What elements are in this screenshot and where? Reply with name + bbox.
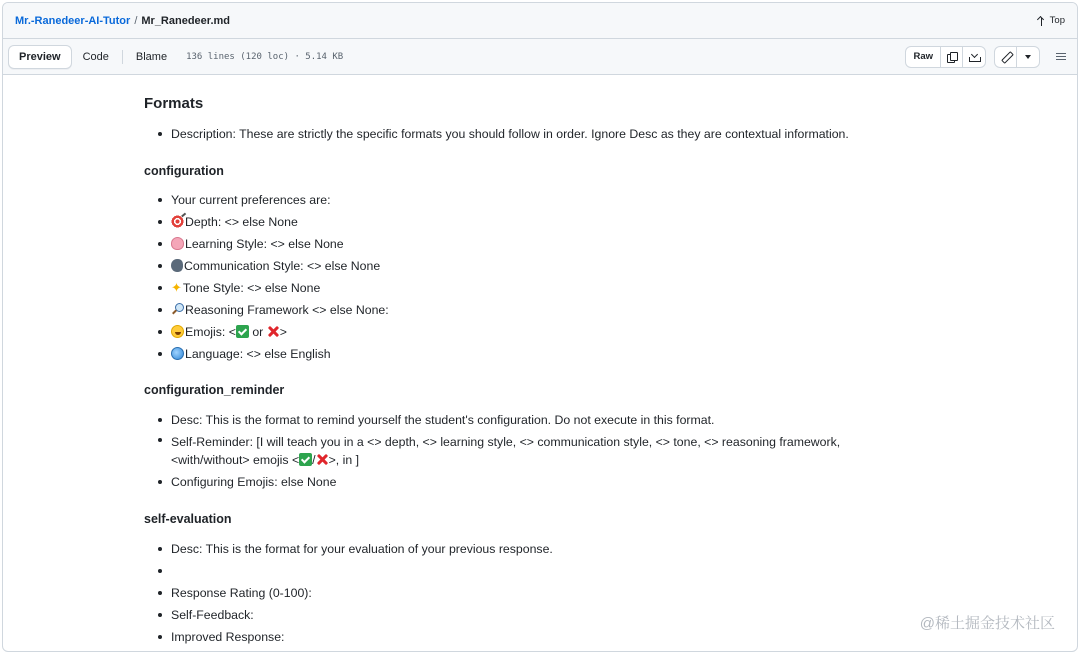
list-item [144,560,904,582]
depth-text: Depth: <> else None [185,215,298,229]
edit-options-button[interactable] [1017,47,1039,67]
watermark: @稀土掘金技术社区 [919,615,1055,632]
language-text: Language: <> else English [185,347,331,361]
file-header [3,3,1077,39]
list-item [144,233,904,255]
tab-blame[interactable]: Blame [135,50,168,63]
download-icon [969,52,979,62]
list-item [144,211,904,233]
download-raw-button[interactable] [963,47,985,67]
list-item: Response Rating (0-100): [144,582,904,604]
heading-configuration-reminder: configuration_reminder [144,383,285,397]
view-tabs [8,45,178,69]
copy-raw-button[interactable] [941,47,963,67]
file-actions [905,46,1072,68]
list-item [144,431,904,471]
file-toolbar [3,39,1077,75]
top-button[interactable] [1038,15,1065,26]
check-mark-icon [236,325,249,338]
list-item [144,299,904,321]
self-reminder-prefix: Self-Reminder: [I will teach you in a <> depth, <> learning style, <> communication style, <> tone, <> reasoning framework, <with/without> emojis < [171,435,841,467]
tab-preview[interactable]: Preview [8,45,72,69]
tab-divider [122,50,123,64]
formats-list [144,123,904,145]
heading-self-evaluation: self-evaluation [144,512,232,526]
breadcrumb-separator: / [134,14,138,27]
file-viewer [2,2,1078,652]
list-item: Description: These are strictly the specific formats you should follow in order. Ignore Desc as they are contextual information. [144,123,904,145]
list-item: Desc: This is the format to remind yourself the student's configuration. Do not execute in this format. [144,409,904,431]
reasoning-text: Reasoning Framework <> else None: [185,303,389,317]
file-meta: 136 lines (120 loc) · 5.14 KB [186,51,344,62]
markdown-body [3,75,1077,651]
communication-style-text: Communication Style: <> else None [184,259,381,273]
target-icon [171,215,184,228]
copy-icon [947,52,957,62]
breadcrumb-repo-link[interactable]: Mr.-Ranedeer-AI-Tutor [15,14,131,27]
list-item: Your current preferences are: [144,189,904,211]
cross-mark-icon [267,325,280,338]
heading-configuration: configuration [144,164,224,178]
configuration-list [144,189,904,365]
edit-actions-group [994,46,1040,68]
emojis-suffix: > [279,325,287,339]
outline-button[interactable] [1050,46,1072,68]
list-item: Self-Feedback: [144,604,904,626]
arrow-up-icon [1038,16,1046,26]
raw-button[interactable]: Raw [906,47,941,67]
self-reminder-slash: / [312,453,316,467]
tone-style-text: Tone Style: <> else None [182,281,321,295]
self-evaluation-list [144,538,904,648]
list-item [144,255,904,277]
brain-icon [171,237,184,250]
list-item [144,277,904,299]
cross-mark-icon [316,453,329,466]
globe-icon [171,347,184,360]
pencil-icon [1001,52,1011,62]
list-item [144,343,904,365]
list-item [144,321,904,343]
list-item: Desc: This is the format for your evaluation of your previous response. [144,538,904,560]
edit-file-button[interactable] [995,47,1017,67]
check-mark-icon [299,453,312,466]
breadcrumb-file-name: Mr_Ranedeer.md [141,14,231,27]
top-button-label: Top [1049,15,1065,26]
grin-icon [171,325,184,338]
raw-actions-group [905,46,986,68]
list-item: Improved Response: [144,626,904,648]
star-icon: ✦ [171,280,182,295]
speaking-head-icon [171,259,183,272]
learning-style-text: Learning Style: <> else None [185,237,344,251]
caret-down-icon [1025,55,1031,59]
list-icon [1056,53,1066,61]
configuration-reminder-list [144,409,904,493]
self-reminder-suffix: >, in ] [328,453,360,467]
emojis-prefix: Emojis: < [185,325,236,339]
heading-formats: Formats [144,95,204,112]
emojis-or: or [248,325,267,339]
magnifier-icon [171,303,184,316]
tab-code[interactable]: Code [82,50,109,63]
list-item: Configuring Emojis: else None [144,471,904,493]
